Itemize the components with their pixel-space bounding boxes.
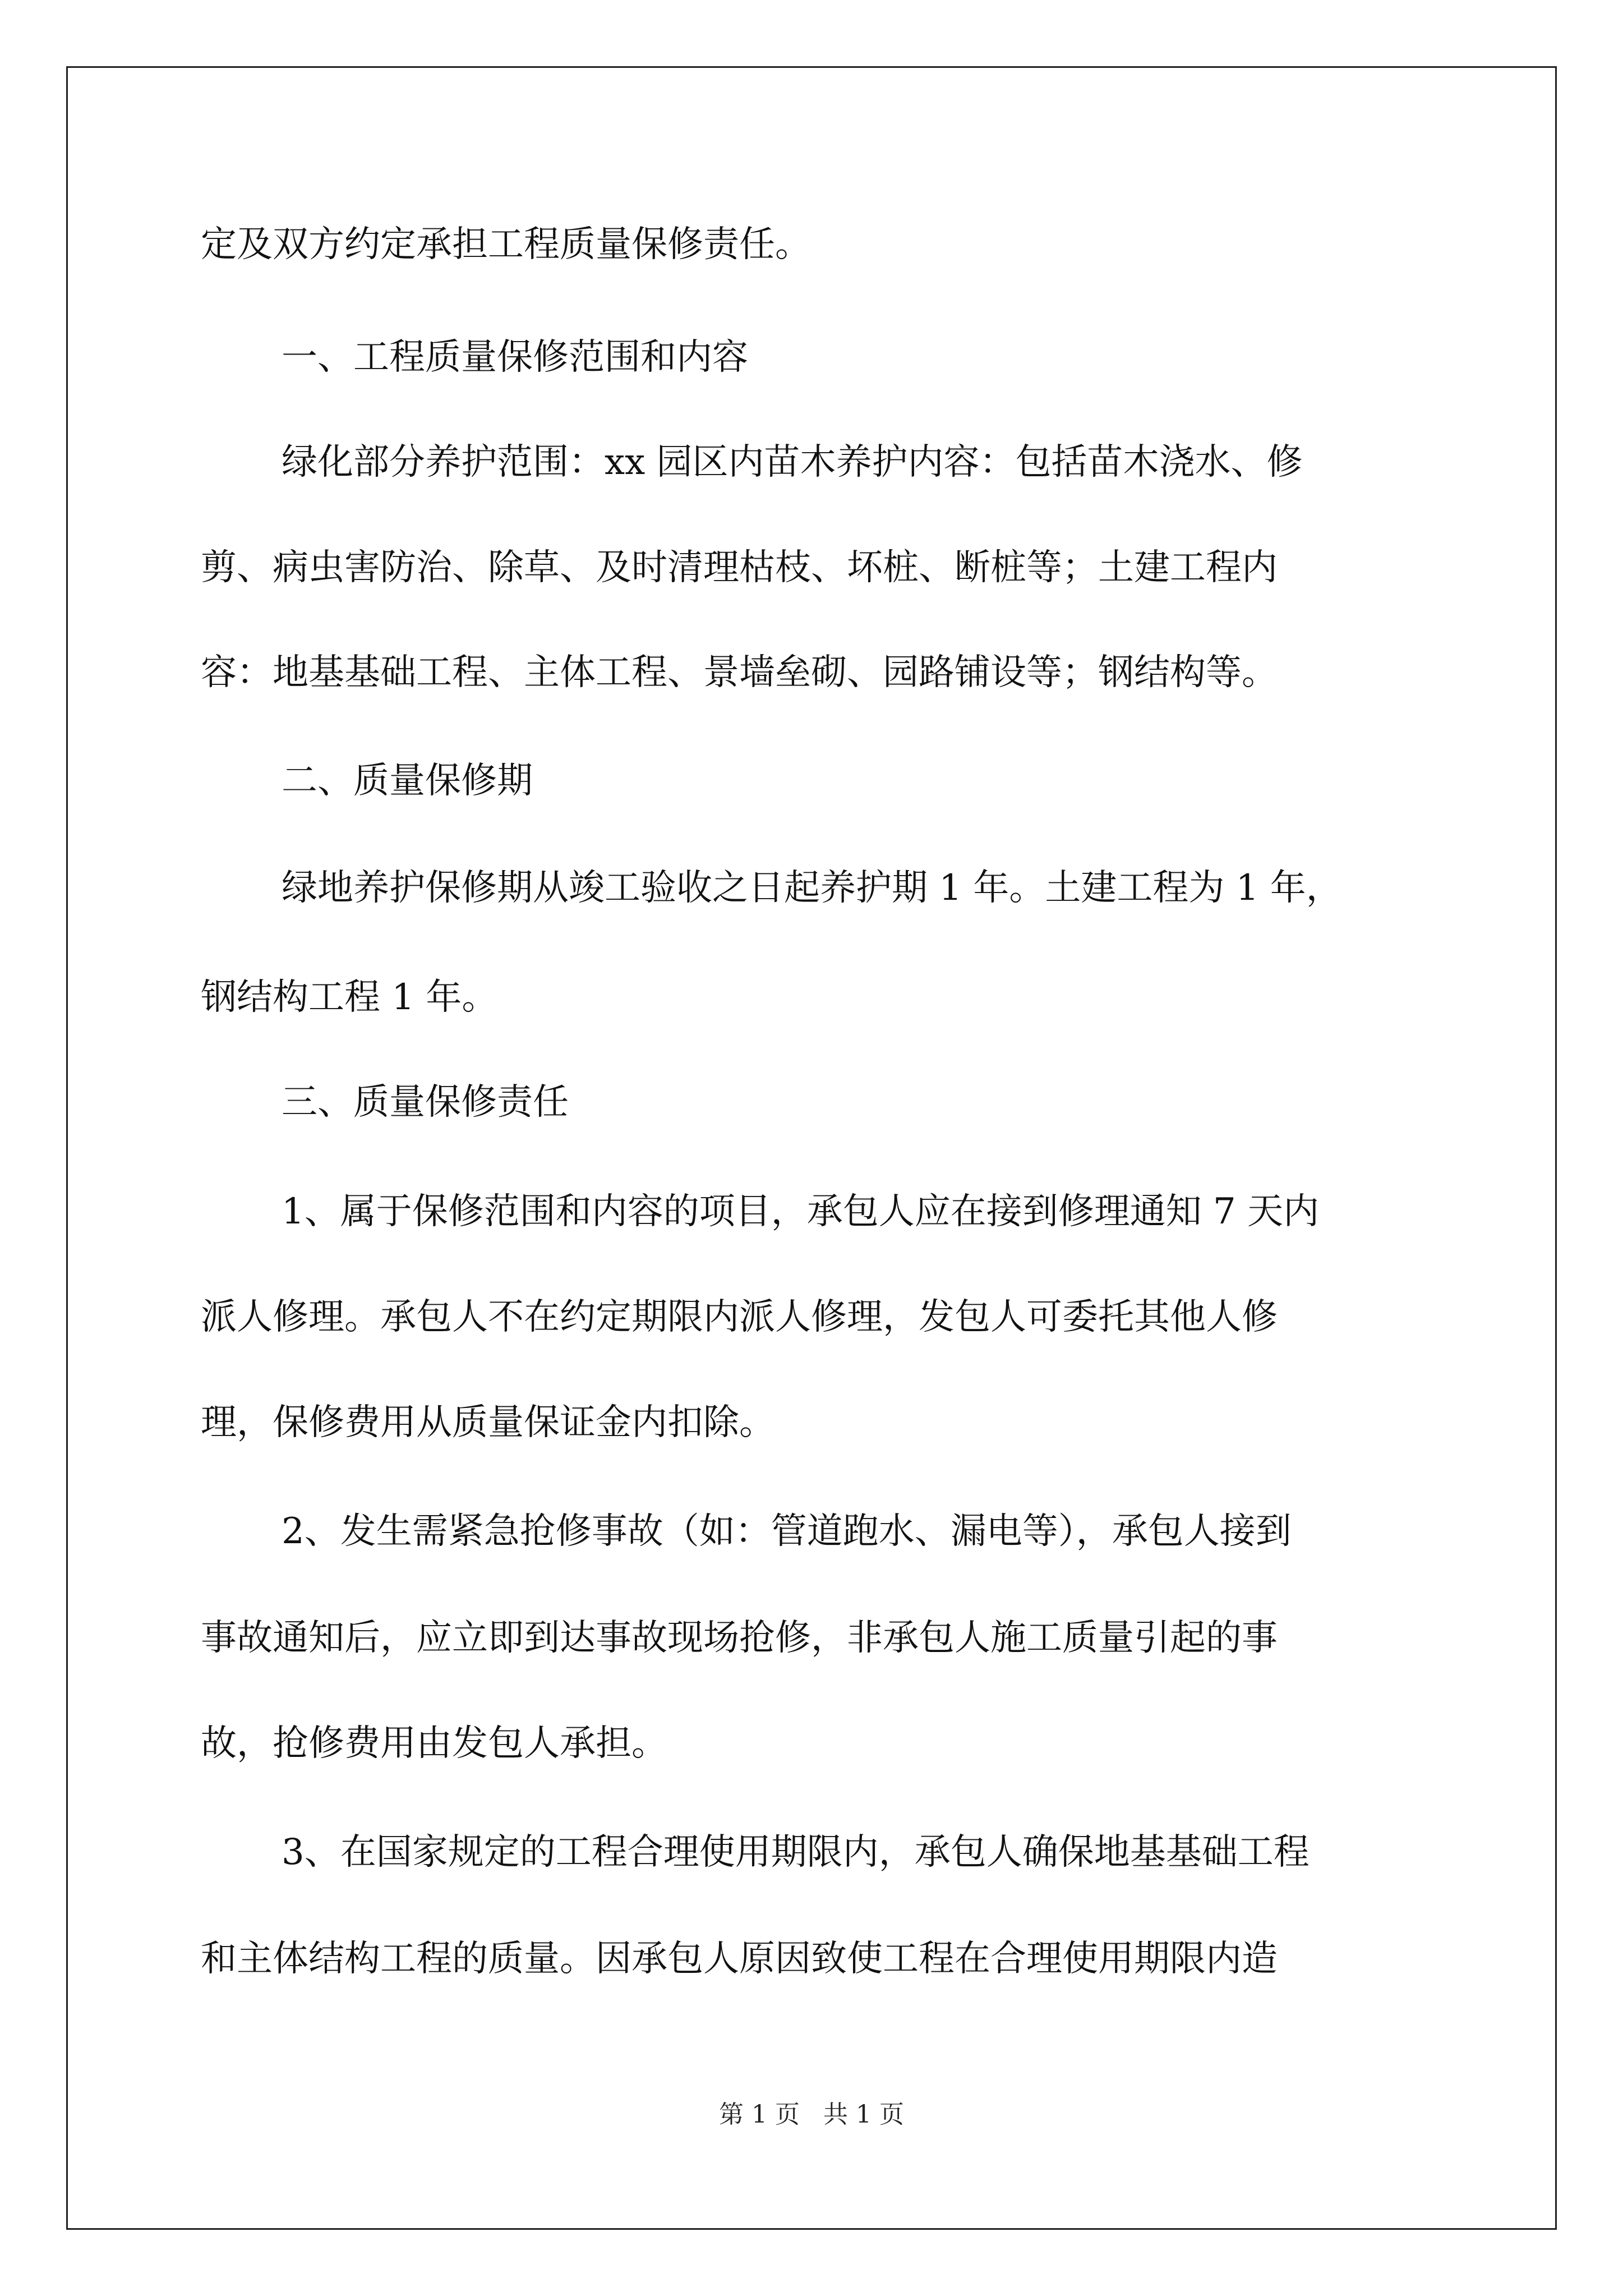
text-line: 绿化部分养护范围：xx 园区内苗木养护内容：包括苗木浇水、修 bbox=[282, 441, 1303, 483]
section-heading: 一、工程质量保修范围和内容 bbox=[282, 337, 748, 378]
text-line: 绿地养护保修期从竣工验收之日起养护期 1 年。土建工程为 1 年， bbox=[282, 867, 1342, 909]
section-heading: 三、质量保修责任 bbox=[282, 1082, 569, 1123]
text-line: 剪、病虫害防治、除草、及时清理枯枝、坏桩、断桩等；土建工程内 bbox=[201, 547, 1278, 588]
text-line: 故，抢修费用由发包人承担。 bbox=[201, 1723, 667, 1764]
section-heading: 二、质量保修期 bbox=[282, 760, 533, 802]
text-line: 理，保修费用从质量保证金内扣除。 bbox=[201, 1402, 775, 1443]
page-border bbox=[66, 66, 1557, 2230]
text-line: 钢结构工程 1 年。 bbox=[201, 977, 498, 1018]
text-line: 定及双方约定承担工程质量保修责任。 bbox=[201, 224, 811, 265]
text-line: 和主体结构工程的质量。因承包人原因致使工程在合理使用期限内造 bbox=[201, 1938, 1278, 1980]
text-line: 容：地基基础工程、主体工程、景墙垒砌、园路铺设等；钢结构等。 bbox=[201, 652, 1278, 693]
page-number: 第 1 页 共 1 页 bbox=[719, 2100, 904, 2129]
text-line: 事故通知后，应立即到达事故现场抢修，非承包人施工质量引起的事 bbox=[201, 1617, 1278, 1659]
text-line: 3、在国家规定的工程合理使用期限内，承包人确保地基基础工程 bbox=[282, 1832, 1310, 1873]
text-line: 派人修理。承包人不在约定期限内派人修理，发包人可委托其他人修 bbox=[201, 1296, 1278, 1338]
text-line: 2、发生需紧急抢修事故（如：管道跑水、漏电等），承包人接到 bbox=[282, 1511, 1292, 1552]
text-line: 1、属于保修范围和内容的项目，承包人应在接到修理通知 7 天内 bbox=[282, 1191, 1320, 1232]
